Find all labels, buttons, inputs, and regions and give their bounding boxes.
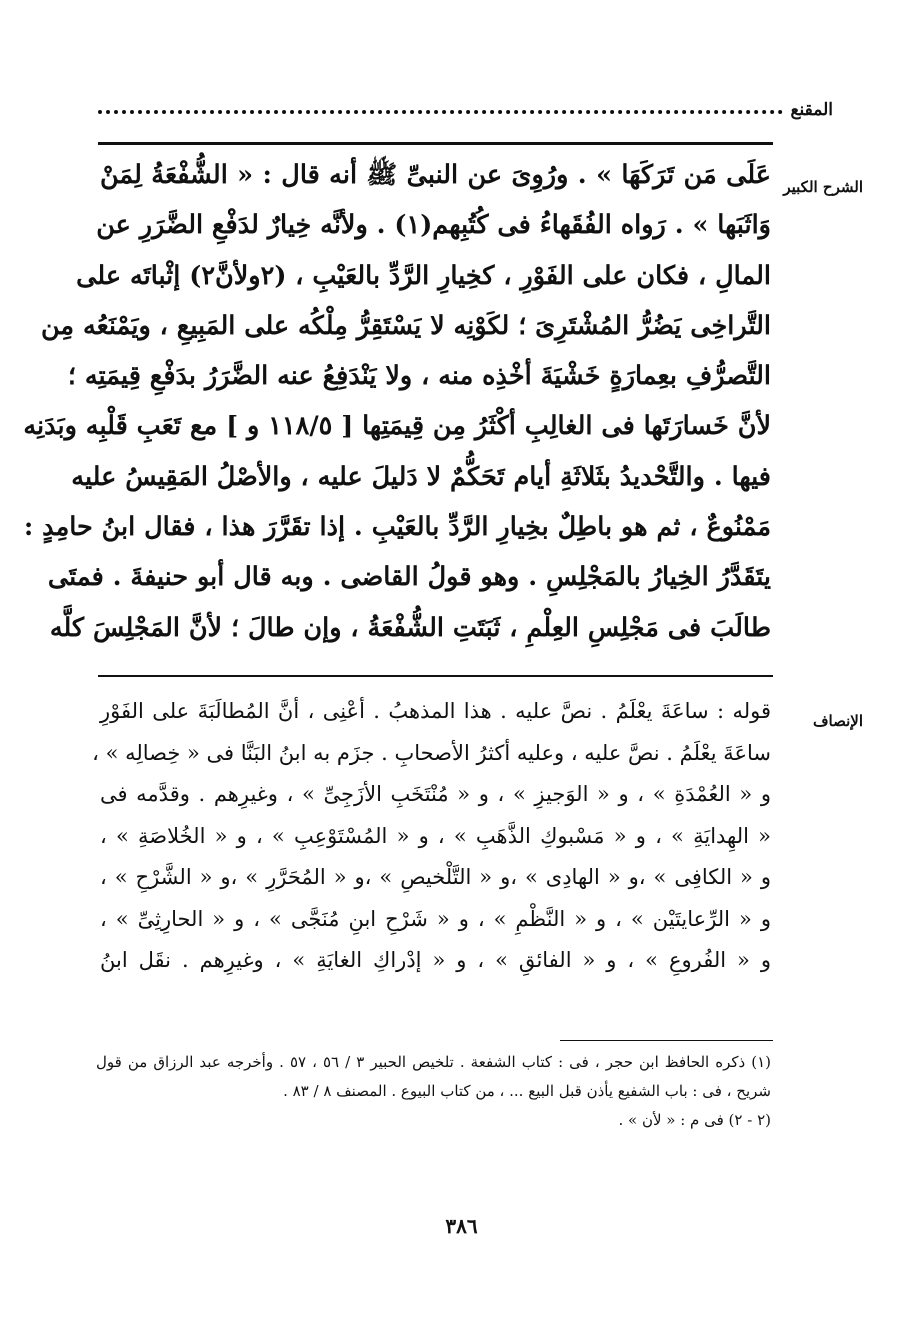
sharh-line: طالَبَ فى مَجْلِسِ العِلْمِ ، ثَبَتَتِ الشُّفْعَةُ ، وإن طالَ ؛ لأنَّ المَجْلِسَ كلَّه [49, 612, 771, 643]
sharh-line: مَمْنُوعٌ ، ثم هو باطِلٌ بخِيارِ الرَّدِّ بالعَيْبِ . إذا تقَرَّرَ هذا ، فقال ابنُ حامِدٍ : [23, 512, 771, 543]
insaf-line: و « الرِّعايتَيْن » ، و « النَّظْمِ » ، و « شَرْحِ ابنِ مُنَجَّى » ، و « الحارِثِىِّ » ، [100, 906, 771, 931]
footnote-line: (٢ - ٢) فى م : « لأن » . [618, 1111, 771, 1129]
insaf-line: و « الفُروعِ » ، و « الفائقِ » ، و « إدْراكِ الغايَةِ » ، وغيرِهم . نقَل ابنُ [100, 948, 771, 972]
running-header-title: المقنع [790, 100, 833, 120]
sharh-line: لأنَّ خَسارَتَها فى الغالِبِ أكْثَرُ مِن قِيمَتِها [ ١١٨/٥ و ] مع تَعَبِ قَلْبِه وبَدَنِه [23, 411, 771, 442]
sharh-line: التَّصرُّفِ بعِمارَةٍ خَشْيَةَ أخْذِه منه ، ولا يَنْدَفِعُ عنه الضَّرَرُ بدَفْعِ قِيمَتِه ؛ [67, 361, 771, 392]
insaf-line: و « الكافِى » ،و « الهادِى » ،و « التَّلْخيصِ » ،و « المُحَرَّرِ » ،و « الشَّرْحِ » ، [100, 865, 771, 889]
section-divider [98, 675, 773, 677]
page-number: ٣٨٦ [445, 1214, 478, 1238]
sharh-line: يتَقَدَّرُ الخِيارُ بالمَجْلِسِ . وهو قولُ القاضى . وبه قال أبو حنيفةَ . فمتَى [47, 562, 771, 593]
sharh-line: المالِ ، فكان على الفَوْرِ ، كخِيارِ الرَّدِّ بالعَيْبِ ، (٢ولأنَّ٢) إثْباتَه على [76, 260, 771, 291]
footnote-rule [560, 1040, 773, 1041]
insaf-line: قوله : ساعَةَ يعْلَمُ . نصَّ عليه . هذا المذهبُ . أعْنِى ، أنَّ المُطالَبَةَ على الفَوْرِ [100, 699, 771, 723]
sharh-line: فيها . والتَّحْديدُ بثَلاثَةِ أيام تَحَكُّمٌ لا دَليلَ عليه ، والأصْلُ المَقِيسُ عليه [71, 461, 771, 492]
insaf-section-label: الإنصاف [812, 712, 863, 730]
sharh-section-label: الشرح الكبير [783, 178, 863, 196]
insaf-line: ساعَةَ يعْلَمُ . نصَّ عليه ، وعليه أكثرُ الأصحابِ . جزَم به ابنُ البَنَّا فى « خِصالِه » ، [92, 740, 771, 765]
dotted-separator [98, 104, 783, 114]
insaf-line: و « العُمْدَةِ » ، و « الوَجيزِ » ، و « مُنْتَخَبِ الأزَجِىِّ » ، وغيرِهم . وقدَّمه فى [100, 782, 771, 806]
sharh-line: وَاثَبَها » . رَواه الفُقَهاءُ فى كُتُبِهم(١) . ولأنَّه خِيارٌ لدَفْعِ الضَّرَرِ عن [96, 210, 771, 241]
sharh-line: عَلَى مَن تَرَكَهَا » . ورُوِىَ عن النبىِّ ﷺ أنه قال : « الشُّفْعَةُ لِمَنْ [100, 160, 771, 190]
footnote-line: (١) ذكره الحافظ ابن حجر ، فى : كتاب الشفعة . تلخيص الحبير ٣ / ٥٦ ، ٥٧ . وأخرجه عبد الرزاق من قول [96, 1053, 772, 1071]
footnotes [96, 1048, 771, 1135]
sharh-text [23, 150, 771, 653]
footnote-line: شريح ، فى : باب الشفيع يأذن قبل البيع ... ، من كتاب البيوع . المصنف ٨ / ٨٣ . [283, 1082, 771, 1100]
top-rule [98, 142, 773, 145]
insaf-line: « الهِدايَةِ » ، و « مَسْبوكِ الذَّهَبِ » ، و « المُسْتَوْعِبِ » ، و « الخُلاصَةِ » ، [100, 823, 771, 848]
sharh-line: التَّراخِى يَضُرُّ المُشْتَرِىَ ؛ لكَوْنِه لا يَسْتَقِرُّ مِلْكُه على المَبِيعِ ، ويَمْنَعُه مِن [41, 310, 771, 341]
insaf-text [92, 691, 771, 982]
